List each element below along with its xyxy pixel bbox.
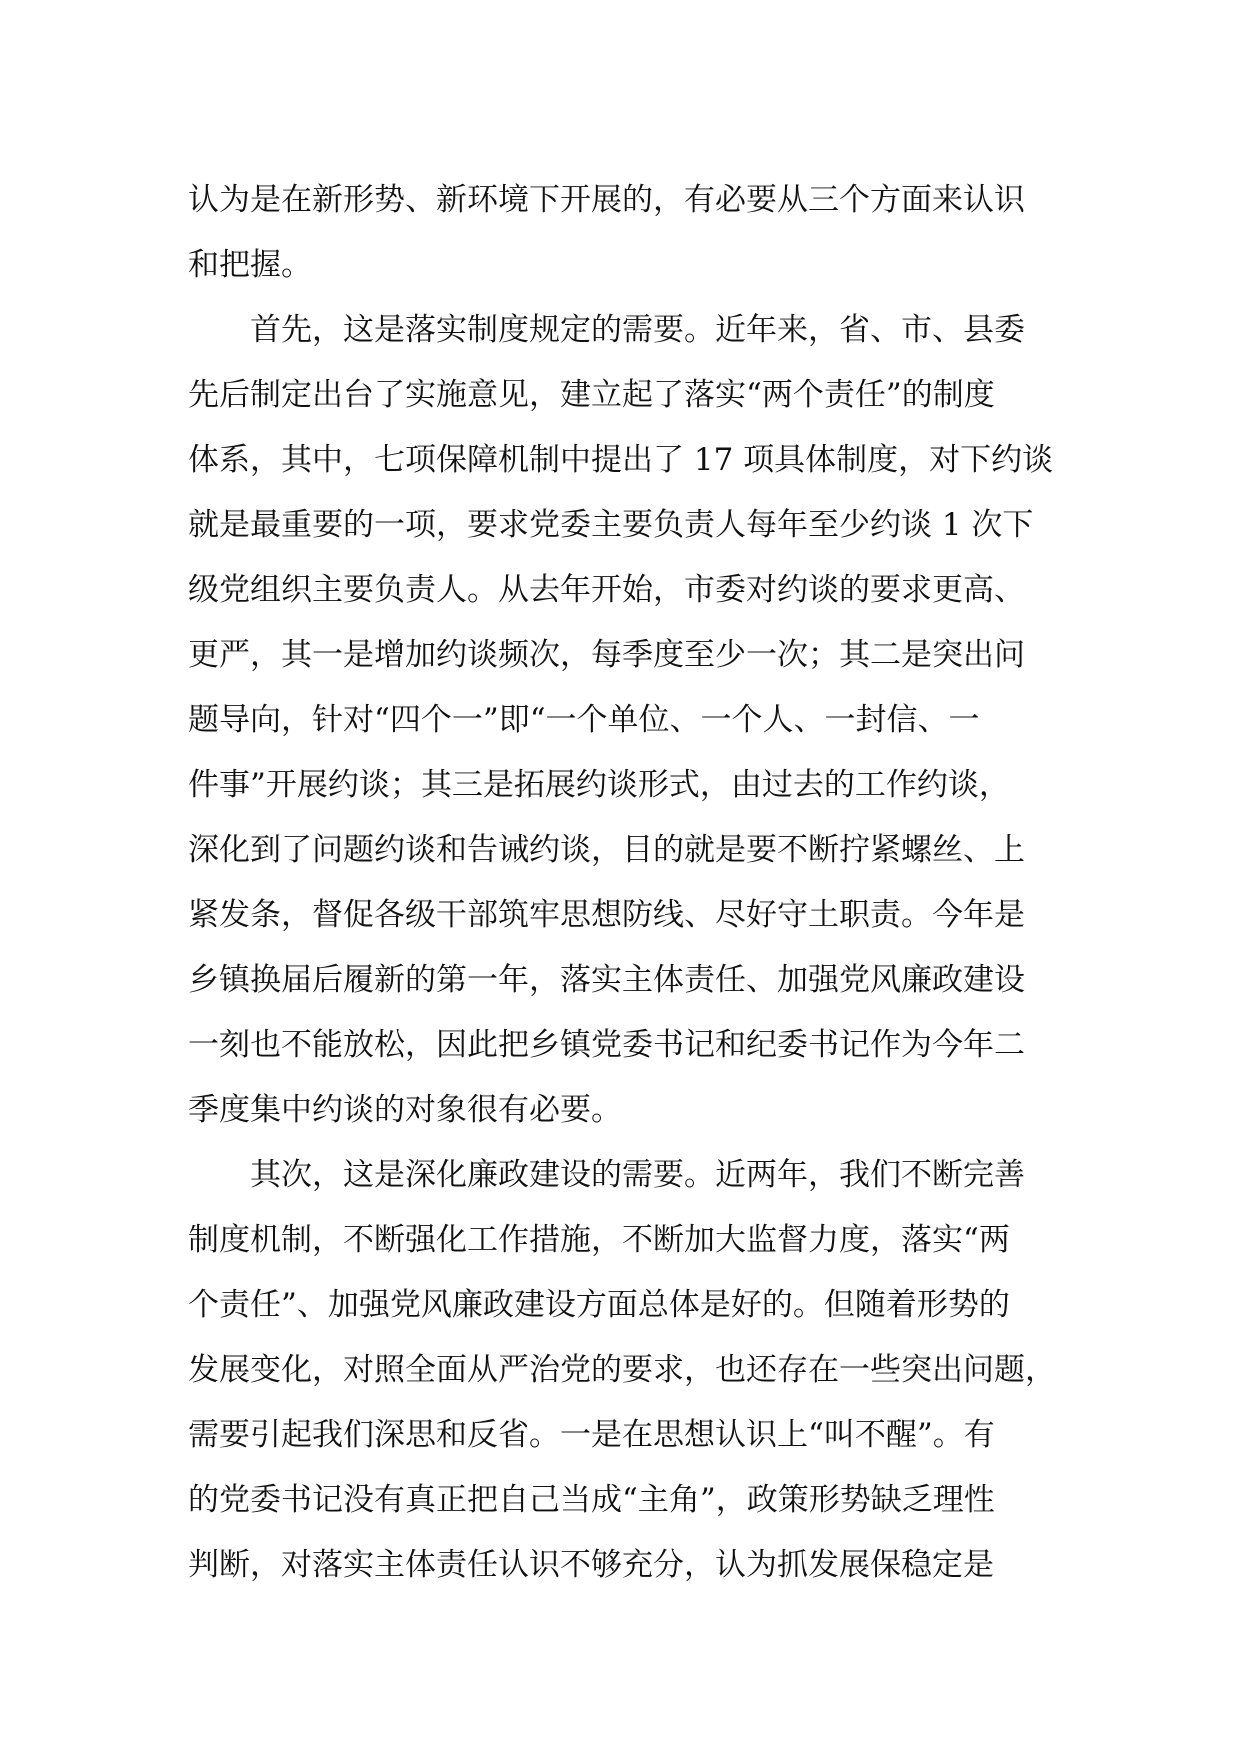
- paragraph-first-line: 其次，这是深化廉政建设的需要。近两年，我们不断完善: [250, 1157, 1025, 1193]
- text-line: 体系，其中，七项保障机制中提出了 17 项具体制度，对下约谈: [188, 442, 1054, 478]
- text-line: 一刻也不能放松，因此把乡镇党委书记和纪委书记作为今年二: [188, 1027, 1025, 1063]
- text-line: 级党组织主要负责人。从去年开始，市委对约谈的要求更高、: [188, 572, 1025, 608]
- text-line: 和把握。: [188, 247, 312, 283]
- text-line: 季度集中约谈的对象很有必要。: [188, 1092, 622, 1128]
- text-line: 紧发条，督促各级干部筑牢思想防线、尽好守土职责。今年是: [188, 897, 1025, 933]
- text-line: 判断，对落实主体责任认识不够充分，认为抓发展保稳定是: [188, 1547, 994, 1583]
- text-line: 认为是在新形势、新环境下开展的，有必要从三个方面来认识: [188, 182, 1025, 218]
- text-line: 先后制定出台了实施意见，建立起了落实“两个责任”的制度: [188, 377, 995, 413]
- text-line: 的党委书记没有真正把自己当成“主角”，政策形势缺乏理性: [188, 1482, 995, 1518]
- body-text: [188, 168, 1078, 1598]
- text-line: 深化到了问题约谈和告诫约谈，目的就是要不断拧紧螺丝、上: [188, 832, 1025, 868]
- text-line: 题导向，针对“四个一”即“一个单位、一个人、一封信、一: [188, 702, 980, 738]
- text-line: 个责任”、加强党风廉政建设方面总体是好的。但随着形势的: [188, 1287, 1010, 1323]
- text-line: 需要引起我们深思和反省。一是在思想认识上“叫不醒”。有: [188, 1417, 995, 1453]
- text-line: 发展变化，对照全面从严治党的要求，也还存在一些突出问题，: [188, 1352, 1056, 1388]
- text-line: 制度机制，不断强化工作措施，不断加大监督力度，落实“两: [188, 1222, 1010, 1258]
- text-line: 更严，其一是增加约谈频次，每季度至少一次；其二是突出问: [188, 637, 1025, 673]
- paragraph-first-line: 首先，这是落实制度规定的需要。近年来，省、市、县委: [250, 312, 1025, 348]
- text-line: 乡镇换届后履新的第一年，落实主体责任、加强党风廉政建设: [188, 962, 1025, 998]
- text-line: 就是最重要的一项，要求党委主要负责人每年至少约谈 1 次下: [188, 507, 1034, 543]
- text-line: 件事”开展约谈；其三是拓展约谈形式，由过去的工作约谈，: [188, 767, 1010, 803]
